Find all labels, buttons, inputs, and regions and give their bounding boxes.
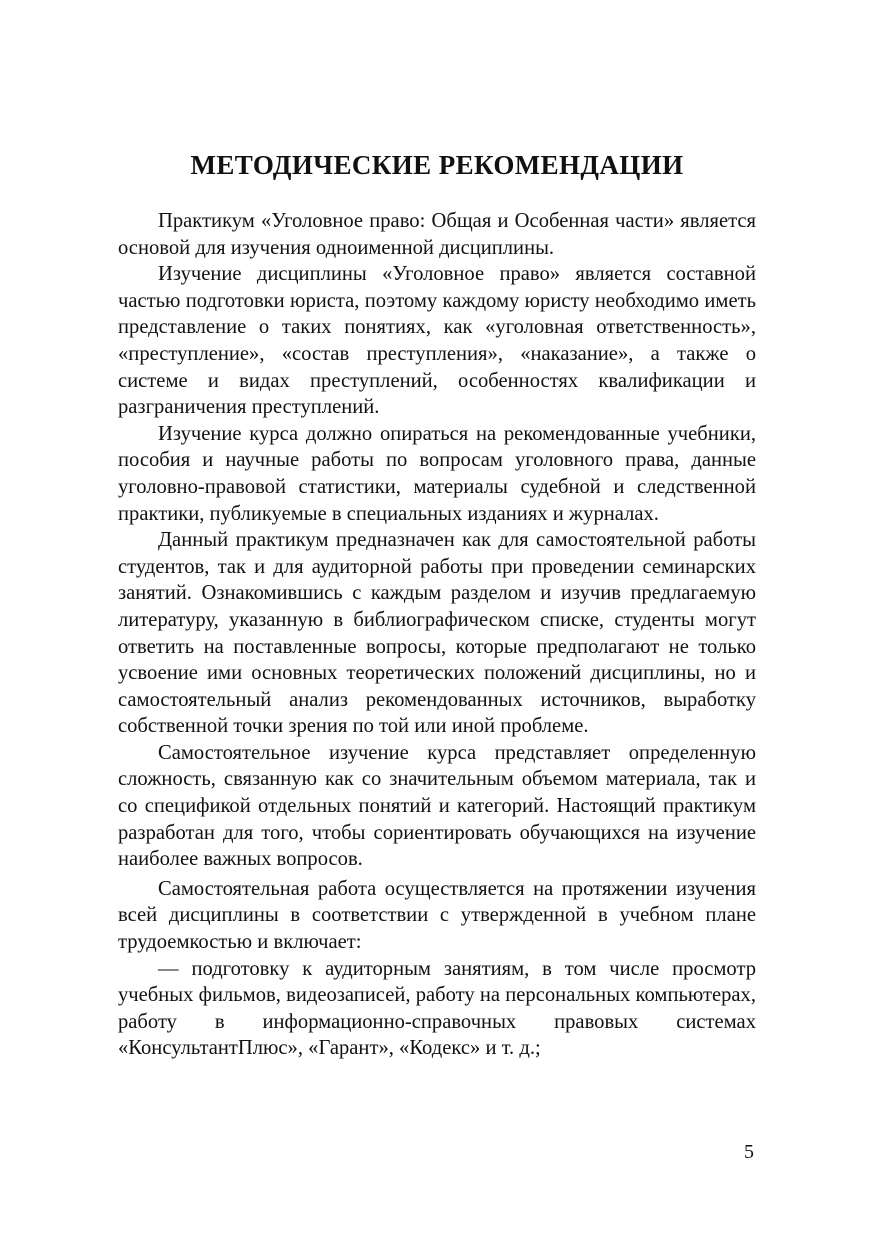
paragraph-discipline: Изучение дисциплины «Уголовное право» является составной частью подготовки юриста, поэтому каждому юристу необходимо иметь представление о таких понятиях, как «уголовная ответственность», «преступление», «состав преступления», «наказание», а также о системе и видах преступлений, особенностях квалификации и разграничения преступлений.	[118, 263, 756, 419]
body-text	[118, 208, 756, 1062]
paragraph-independent-work: Самостоятельная работа осуществляется на протяжении изучения всей дисциплины в соответствии с утвержденной в учебном плане трудоемкостью и включает:	[118, 877, 756, 954]
paragraph-self-study: Самостоятельное изучение курса представляет определенную сложность, связанную как со значительным объемом материала, так и со спецификой отдельных понятий и категорий. Настоящий практикум разработан для того, чтобы сориентировать обучающихся на изучение наиболее важных вопросов.	[118, 741, 756, 871]
paragraph-practicum-purpose: Данный практикум предназначен как для самостоятельной работы студентов, так и для аудиторной работы при проведении семинарских занятий. Ознакомившись с каждым разделом и изучив предлагаемую литературу, указанную в библиографическом списке, студенты могут ответить на поставленные вопросы, которые предполагают не только усвоение ими основных теоретических положений дисциплины, но и самостоятельный анализ рекомендованных источников, выработку собственной точки зрения по той или иной проблеме.	[118, 529, 756, 738]
paragraph-intro: Практикум «Уголовное право: Общая и Особенная части» является основой для изучения одноименной дисциплины.	[118, 210, 756, 259]
page-title: МЕТОДИЧЕСКИЕ РЕКОМЕНДАЦИИ	[190, 150, 684, 180]
page-number: 5	[744, 1141, 754, 1163]
list-item-preparation: — подготовку к аудиторным занятиям, в том числе просмотр учебных фильмов, видеозаписей, работу на персональных компьютерах, работу в информационно-справочных правовых системах «КонсультантПлюс», «Гарант», «Кодекс» и т. д.;	[118, 957, 756, 1060]
paragraph-course-sources: Изучение курса должно опираться на рекомендованные учебники, пособия и научные работы по вопросам уголовного права, данные уголовно-правовой статистики, материалы судебной и следственной практики, публикуемые в специальных изданиях и журналах.	[118, 422, 756, 525]
